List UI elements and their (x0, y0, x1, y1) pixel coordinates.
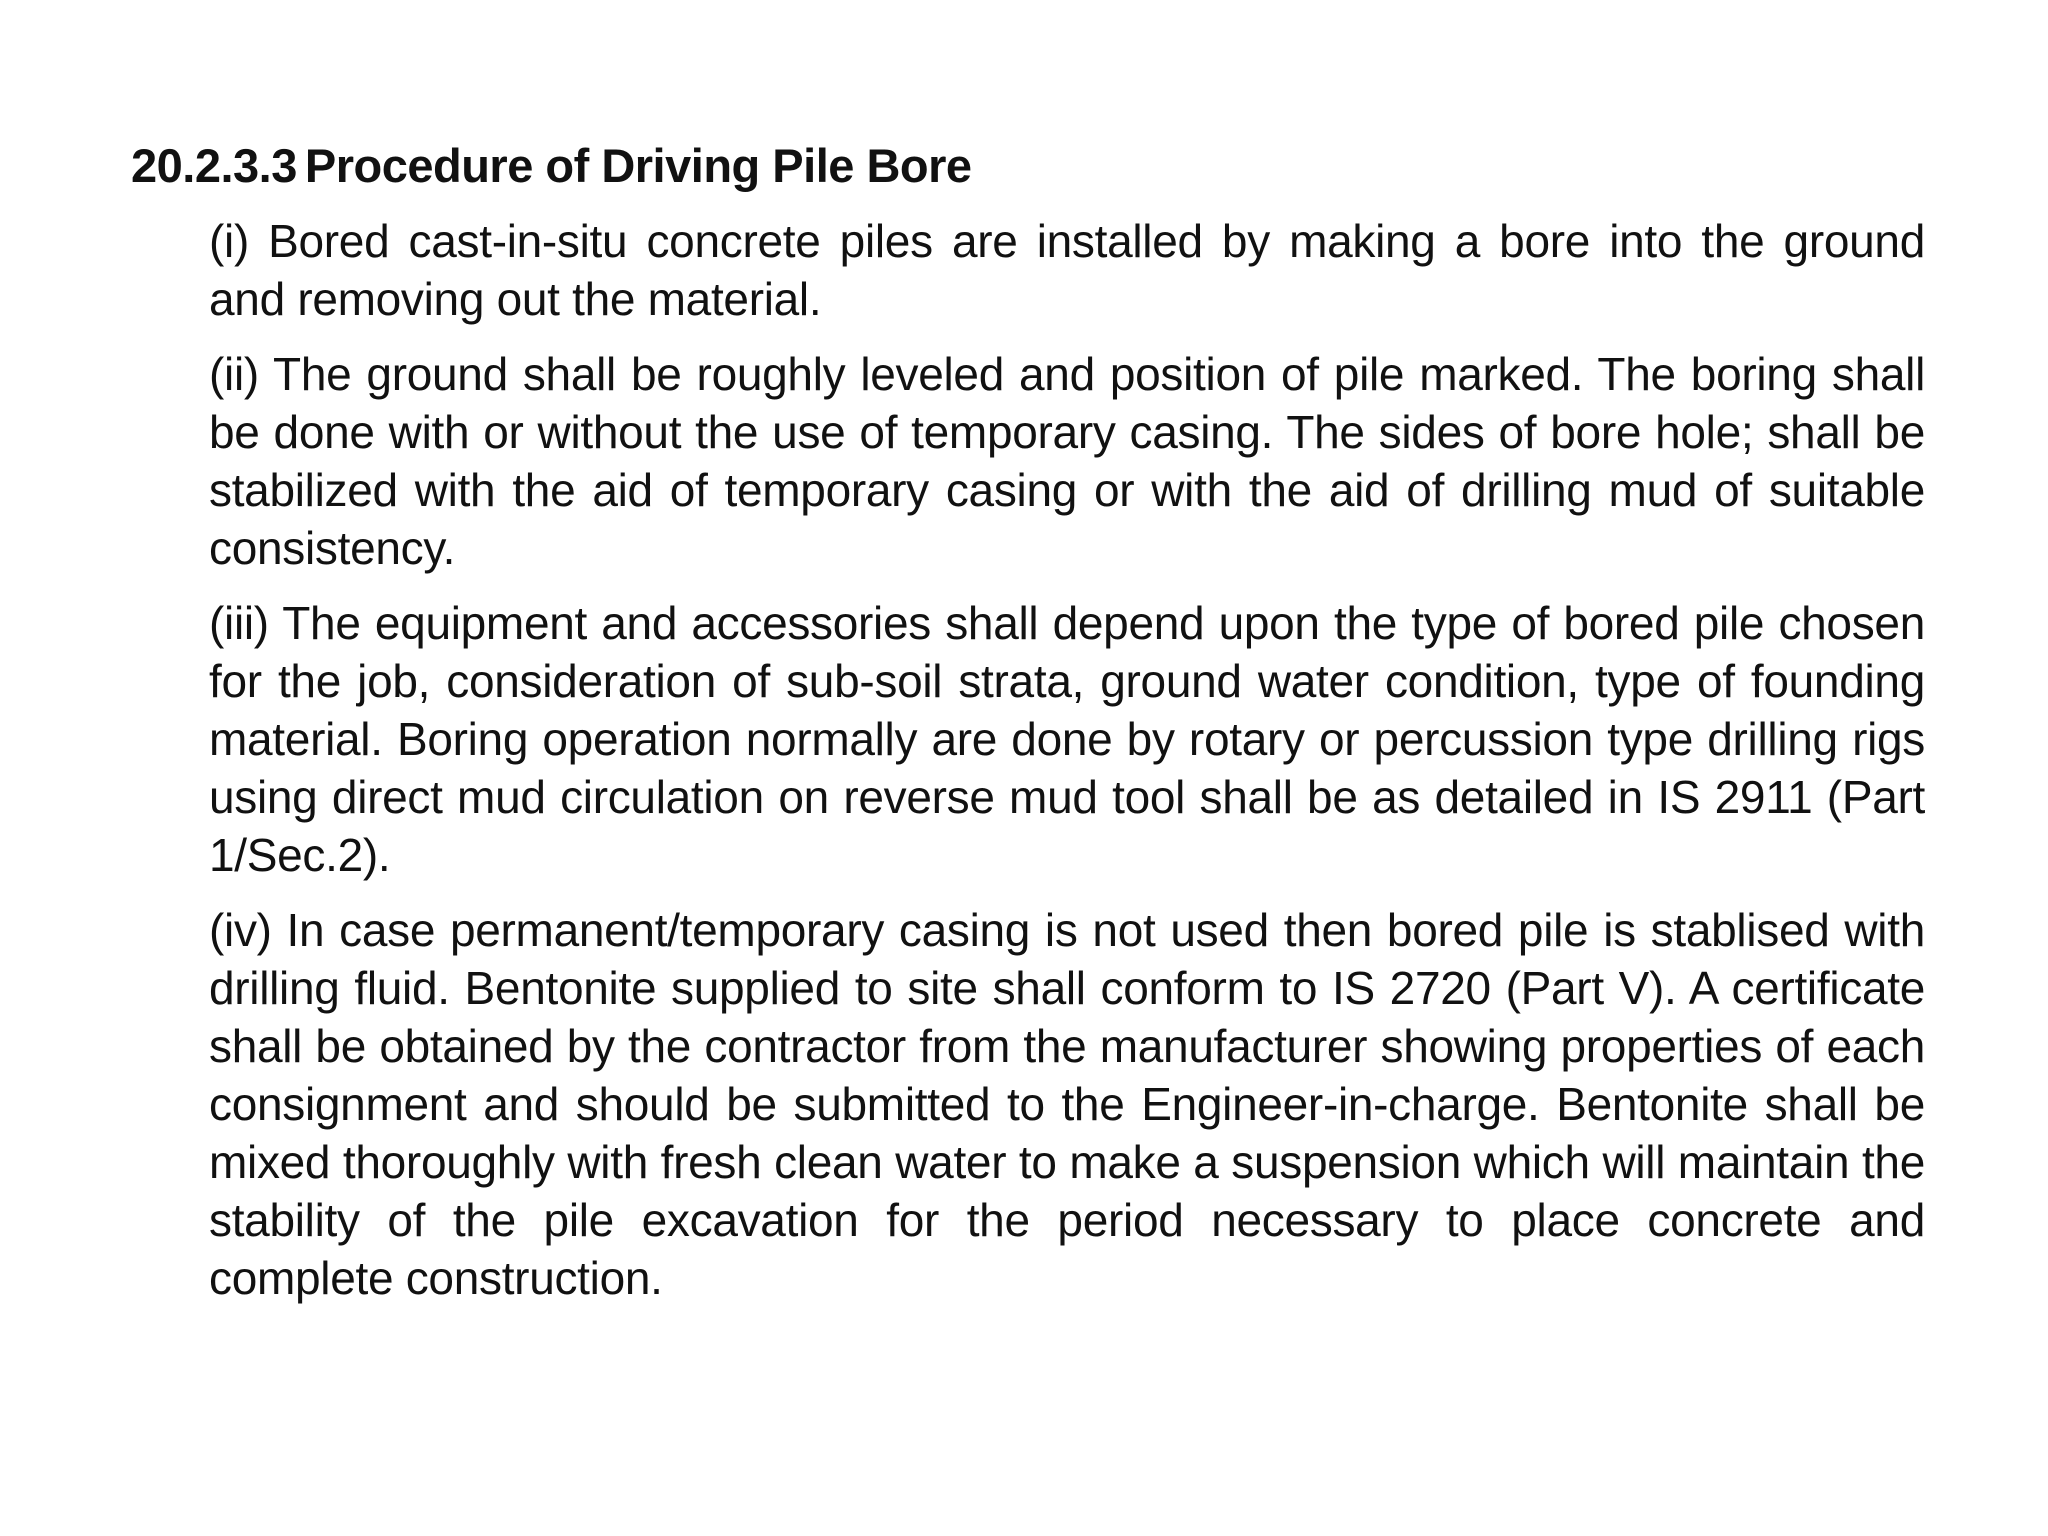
paragraph-iv: (iv) In case permanent/temporary casing is not used then bored pile is stablised with drilling fluid. Bentonite supplied to site shall conform to IS 2720 (Part V). A certificate shall be obtained by the contractor from the manufacturer showing properties of each consignment and should be submitted to the Engineer-in-charge. Bentonite shall be mixed thoroughly with fresh clean water to make a suspension which will maintain the stability of the pile excavation for the period necessary to place concrete and complete construction. (209, 904, 1925, 1304)
section-title: Procedure of Driving Pile Bore (304, 139, 972, 192)
paragraph-i: (i) Bored cast-in-situ concrete piles are installed by making a bore into the ground and removing out the material. (209, 215, 1925, 325)
section-number: 20.2.3.3 (131, 139, 297, 192)
section-body (209, 212, 1925, 1324)
paragraph-iii: (iii) The equipment and accessories shall depend upon the type of bored pile chosen for the job, consideration of sub-soil strata, ground water condition, type of founding material. Boring operation normally are done by rotary or percussion type drilling rigs using direct mud circulation on reverse mud tool shall be as detailed in IS 2911 (Part 1/Sec.2). (209, 597, 1925, 881)
paragraph-ii: (ii) The ground shall be roughly leveled and position of pile marked. The boring shall be done with or without the use of temporary casing. The sides of bore hole; shall be stabilized with the aid of temporary casing or with the aid of drilling mud of suitable consistency. (209, 348, 1925, 574)
section-heading (131, 136, 972, 196)
